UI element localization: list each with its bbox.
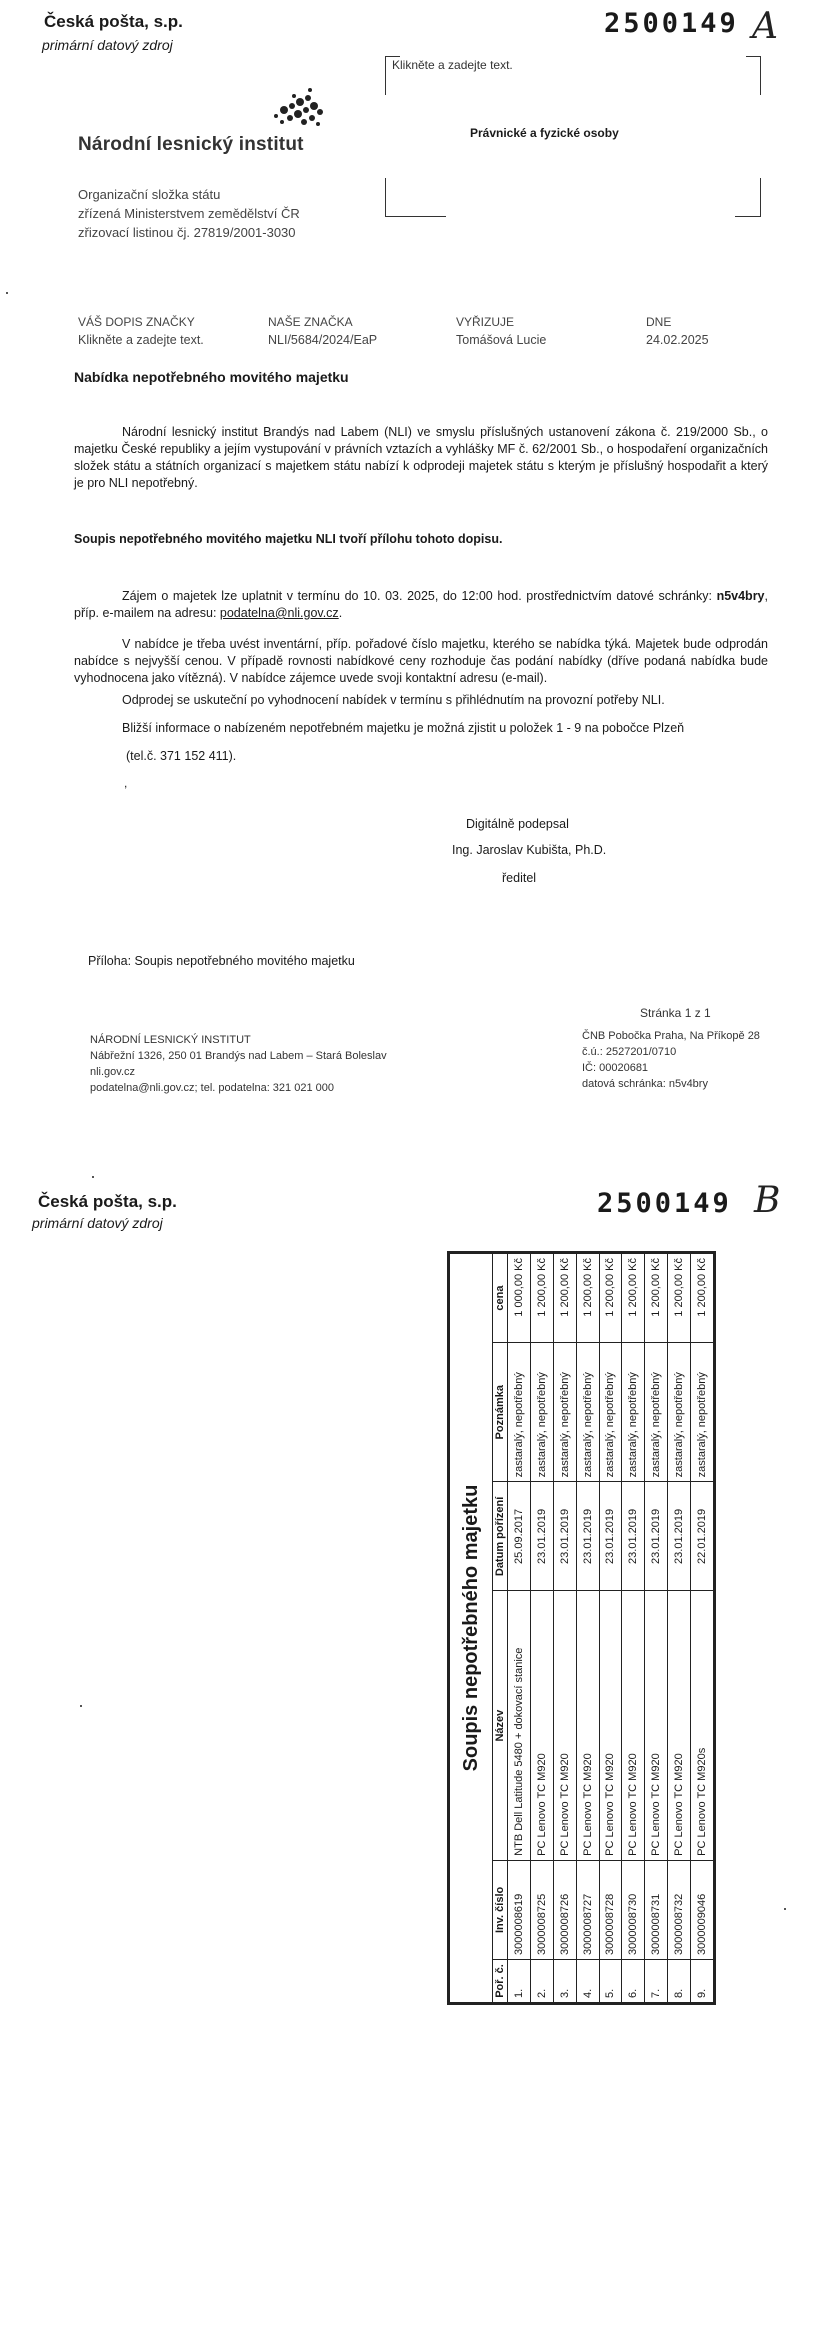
table-row bbox=[576, 1254, 599, 2003]
table-cell: 1 200,00 Kč bbox=[553, 1254, 576, 1343]
signature-role: ředitel bbox=[502, 871, 537, 885]
org-line: Organizační složka státu bbox=[78, 187, 221, 202]
table-cell: 3000008725 bbox=[530, 1860, 553, 1959]
table-cell: zastaralý, nepotřebný bbox=[553, 1343, 576, 1482]
table-cell: 23.01.2019 bbox=[645, 1482, 668, 1591]
inventory-table bbox=[449, 1253, 714, 2003]
table-cell: 3000008728 bbox=[599, 1860, 622, 1959]
table-cell: 3000008730 bbox=[622, 1860, 645, 1959]
table-header-row bbox=[493, 1254, 508, 2003]
table-cell: zastaralý, nepotřebný bbox=[576, 1343, 599, 1482]
table-cell: NTB Dell Latitude 5480 + dokovací stanice bbox=[508, 1591, 531, 1860]
table-row bbox=[645, 1254, 668, 2003]
letter-subject: Nabídka nepotřebného movitého majetku bbox=[74, 369, 349, 385]
email-link[interactable]: podatelna@nli.gov.cz bbox=[219, 606, 339, 620]
table-cell: 1 200,00 Kč bbox=[530, 1254, 553, 1343]
nli-logo-icon bbox=[262, 82, 334, 138]
footer-line: datová schránka: n5v4bry bbox=[582, 1078, 708, 1090]
table-cell: 3. bbox=[553, 1959, 576, 2002]
footer-line: č.ú.: 2527201/0710 bbox=[582, 1046, 677, 1058]
table-cell: 3000008732 bbox=[668, 1860, 691, 1959]
table-cell: zastaralý, nepotřebný bbox=[530, 1343, 553, 1482]
footer-line: nli.gov.cz bbox=[90, 1066, 136, 1078]
footer-line: IČ: 00020681 bbox=[582, 1062, 649, 1074]
stray-mark: , bbox=[124, 776, 128, 790]
signature-name: Ing. Jaroslav Kubišta, Ph.D. bbox=[452, 843, 607, 857]
footer-line: ČNB Pobočka Praha, Na Příkopě 28 bbox=[582, 1030, 760, 1042]
table-cell: 2. bbox=[530, 1959, 553, 2002]
inventory-table-container bbox=[447, 1255, 712, 2005]
table-cell: 8. bbox=[668, 1959, 691, 2002]
email-intro: , příp. e-mailem na adresu: bbox=[74, 589, 768, 620]
col-header: Datum pořízení bbox=[493, 1482, 508, 1591]
table-cell: 1 200,00 Kč bbox=[645, 1254, 668, 1343]
table-cell: 1 200,00 Kč bbox=[622, 1254, 645, 1343]
table-cell: 1 200,00 Kč bbox=[668, 1254, 691, 1343]
table-cell: 23.01.2019 bbox=[668, 1482, 691, 1591]
page-number: Stránka 1 z 1 bbox=[640, 1006, 711, 1020]
col-header: Inv. číslo bbox=[493, 1860, 508, 1959]
document-number: 2500149 bbox=[597, 1188, 732, 1219]
signature-signed: Digitálně podepsal bbox=[466, 817, 569, 831]
table-row bbox=[691, 1254, 714, 2003]
table-cell: 3000008727 bbox=[576, 1860, 599, 1959]
paragraph-info: Bližší informace o nabízeném nepotřebném majetku je možná zjistit u položek 1 - 9 na pobočce Plzeň bbox=[122, 721, 685, 735]
table-cell: zastaralý, nepotřebný bbox=[508, 1343, 531, 1482]
address-corner-bl bbox=[385, 178, 446, 217]
table-row bbox=[530, 1254, 553, 2003]
scan-dot bbox=[6, 292, 8, 294]
table-cell: PC Lenovo TC M920 bbox=[530, 1591, 553, 1860]
table-cell: 3000008731 bbox=[645, 1860, 668, 1959]
date-value: 24.02.2025 bbox=[646, 333, 709, 347]
handles-label: VYŘIZUJE bbox=[456, 315, 515, 329]
table-cell: 1 200,00 Kč bbox=[691, 1254, 714, 1343]
table-cell: PC Lenovo TC M920 bbox=[553, 1591, 576, 1860]
footer-line: podatelna@nli.gov.cz; tel. podatelna: 321 021 000 bbox=[90, 1082, 334, 1094]
table-cell: 3000008619 bbox=[508, 1860, 531, 1959]
document-letter: A bbox=[752, 6, 778, 47]
table-cell: 3000009046 bbox=[691, 1860, 714, 1959]
our-ref-value: NLI/5684/2024/EaP bbox=[268, 333, 378, 347]
table-title: Soupis nepotřebného majetku bbox=[450, 1254, 493, 2003]
col-header: Poznámka bbox=[493, 1343, 508, 1482]
document-number: 2500149 bbox=[604, 8, 739, 39]
table-cell: 4. bbox=[576, 1959, 599, 2002]
table-cell: 22.01.2019 bbox=[691, 1482, 714, 1591]
table-cell: 5. bbox=[599, 1959, 622, 2002]
addressee-placeholder[interactable]: Klikněte a zadejte text. bbox=[392, 58, 513, 72]
footer-left bbox=[90, 1032, 387, 1096]
paragraph-offer-rules: V nabídce je třeba uvést inventární, příp. pořadové číslo majetku, kterého se nabídka týká. Majetek bude odprodán nabídce s nejvyšší cenou. V případě rovnosti nabídkové ceny rozhoduje čas podání nabídky (dříve podaná nabídka bude vyhodnocena jako vítězná). V nabídce zájemce uvede svoji kontaktní adresu (e-mail). bbox=[74, 637, 768, 685]
footer-line: Nábřežní 1326, 250 01 Brandýs nad Labem – Stará Boleslav bbox=[90, 1050, 387, 1062]
table-cell: 23.01.2019 bbox=[599, 1482, 622, 1591]
table-cell: zastaralý, nepotřebný bbox=[645, 1343, 668, 1482]
col-header: cena bbox=[493, 1254, 508, 1343]
table-cell: 1 000,00 Kč bbox=[508, 1254, 531, 1343]
date-label: DNE bbox=[646, 315, 672, 329]
table-cell: PC Lenovo TC M920s bbox=[691, 1591, 714, 1860]
org-line: zřízená Ministerstvem zemědělství ČR bbox=[78, 206, 300, 221]
table-cell: 23.01.2019 bbox=[530, 1482, 553, 1591]
your-letter-label: VÁŠ DOPIS ZNAČKY bbox=[78, 315, 195, 329]
institute-org-block bbox=[78, 185, 300, 242]
table-cell: PC Lenovo TC M920 bbox=[645, 1591, 668, 1860]
table-cell: 1. bbox=[508, 1959, 531, 2002]
footer-line: NÁRODNÍ LESNICKÝ INSTITUT bbox=[90, 1034, 251, 1046]
table-cell: 25.09.2017 bbox=[508, 1482, 531, 1591]
table-row bbox=[668, 1254, 691, 2003]
document-letter: B bbox=[754, 1180, 781, 1221]
your-letter-value[interactable]: Klikněte a zadejte text. bbox=[78, 333, 204, 347]
paragraph-sale: Odprodej se uskuteční po vyhodnocení nabídek v termínu s přihlédnutím na provozní potřeby NLI. bbox=[122, 693, 665, 707]
table-row bbox=[553, 1254, 576, 2003]
institute-name: Národní lesnický institut bbox=[78, 134, 304, 155]
addressee-name: Právnické a fyzické osoby bbox=[470, 126, 619, 140]
paragraph-phone: (tel.č. 371 152 411). bbox=[126, 749, 237, 763]
scan-dot bbox=[784, 1908, 786, 1910]
table-cell: 1 200,00 Kč bbox=[576, 1254, 599, 1343]
deadline-text: Zájem o majetek lze uplatnit v termínu do 10. 03. 2025, do 12:00 hod. prostřednictvím datové schránky: bbox=[122, 589, 717, 603]
table-cell: zastaralý, nepotřebný bbox=[668, 1343, 691, 1482]
stamp-subtitle: primární datový zdroj bbox=[42, 37, 173, 53]
table-cell: 23.01.2019 bbox=[553, 1482, 576, 1591]
paragraph-deadline: Zájem o majetek lze uplatnit v termínu do 10. 03. 2025, do 12:00 hod. prostřednictvím datové schránky: n5v4bry, příp. e-mailem na adresu: podatelna@nli.gov.cz. bbox=[74, 589, 768, 620]
table-cell: 6. bbox=[622, 1959, 645, 2002]
table-cell: 23.01.2019 bbox=[576, 1482, 599, 1591]
table-cell: zastaralý, nepotřebný bbox=[691, 1343, 714, 1482]
footer-right bbox=[582, 1028, 760, 1092]
paragraph-intro: Národní lesnický institut Brandýs nad Labem (NLI) ve smyslu příslušných ustanovení zákona č. 219/2000 Sb., o majetku České republiky a jejím vystupování v právních vztazích a vyhlášky MF č. 62/2001 Sb., o hospodaření organizačních složek státu a státních organizací s majetkem státu nabízí k odprodeji majetek státu s kterým je příslušný hospodařit a který je pro NLI nepotřebný. bbox=[74, 425, 768, 490]
table-cell: PC Lenovo TC M920 bbox=[668, 1591, 691, 1860]
table-cell: PC Lenovo TC M920 bbox=[622, 1591, 645, 1860]
table-cell: PC Lenovo TC M920 bbox=[599, 1591, 622, 1860]
table-cell: PC Lenovo TC M920 bbox=[576, 1591, 599, 1860]
stamp-subtitle: primární datový zdroj bbox=[32, 1215, 163, 1231]
address-corner-br bbox=[735, 178, 761, 217]
list-note: Soupis nepotřebného movitého majetku NLI tvoří přílohu tohoto dopisu. bbox=[74, 532, 503, 546]
table-cell: 9. bbox=[691, 1959, 714, 2002]
stamp-title: Česká pošta, s.p. bbox=[44, 12, 183, 31]
scan-dot bbox=[92, 1176, 94, 1178]
table-cell: zastaralý, nepotřebný bbox=[599, 1343, 622, 1482]
table-cell: 3000008726 bbox=[553, 1860, 576, 1959]
attachment-note: Příloha: Soupis nepotřebného movitého majetku bbox=[88, 954, 355, 968]
address-corner-tr bbox=[746, 56, 761, 95]
table-cell: 23.01.2019 bbox=[622, 1482, 645, 1591]
handles-value: Tomášová Lucie bbox=[456, 333, 547, 347]
table-row bbox=[508, 1254, 531, 2003]
our-ref-label: NAŠE ZNAČKA bbox=[268, 315, 353, 329]
table-row bbox=[599, 1254, 622, 2003]
stamp-title: Česká pošta, s.p. bbox=[38, 1192, 177, 1211]
col-header: Poř. č. bbox=[493, 1959, 508, 2002]
table-row bbox=[622, 1254, 645, 2003]
scan-dot bbox=[80, 1705, 82, 1707]
col-header: Název bbox=[493, 1591, 508, 1860]
org-line: zřizovací listinou čj. 27819/2001-3030 bbox=[78, 225, 296, 240]
table-cell: 1 200,00 Kč bbox=[599, 1254, 622, 1343]
data-box-id: n5v4bry bbox=[716, 589, 765, 603]
table-cell: 7. bbox=[645, 1959, 668, 2002]
table-cell: zastaralý, nepotřebný bbox=[622, 1343, 645, 1482]
